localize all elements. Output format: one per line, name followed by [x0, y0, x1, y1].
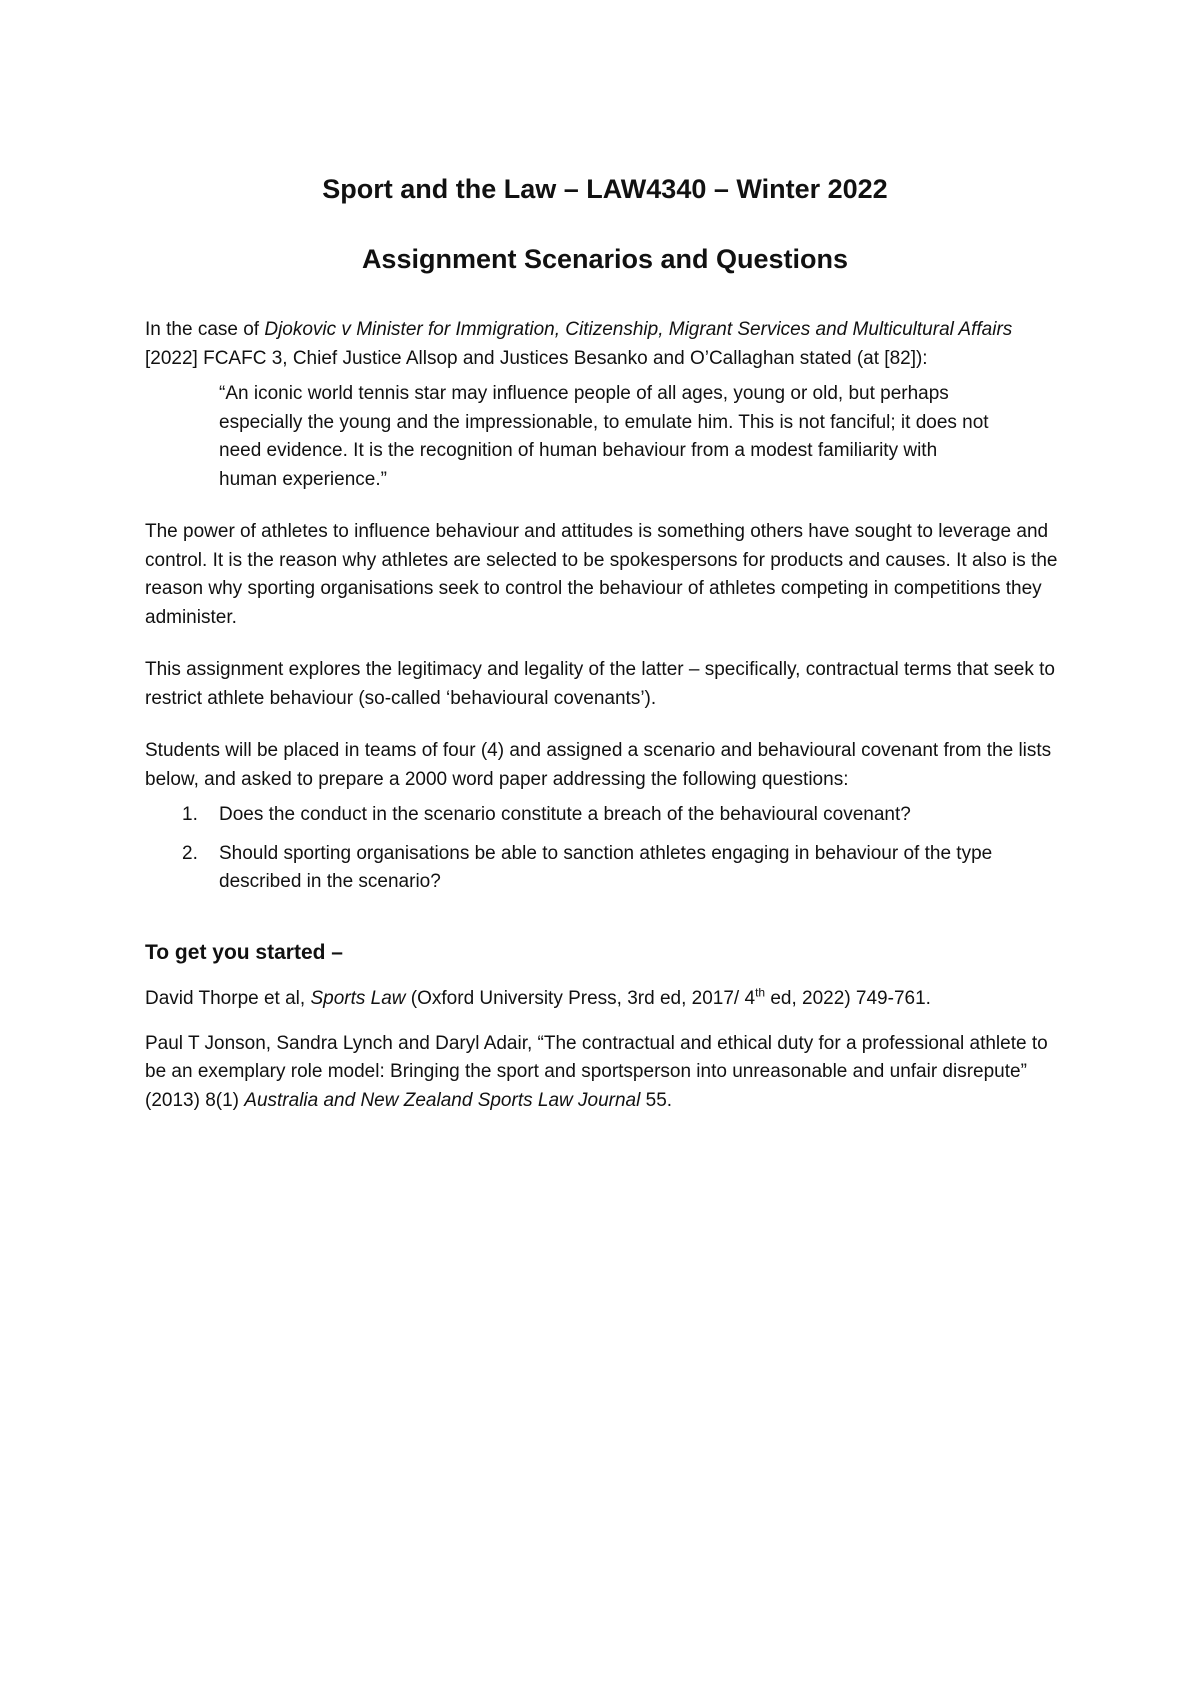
list-item-text: Does the conduct in the scenario constitute a breach of the behavioural covenant? [219, 804, 911, 825]
intro-paragraph [145, 316, 1065, 373]
superscript: th [755, 985, 766, 1000]
paragraph-assignment-scope: This assignment explores the legitimacy and legality of the latter – specifically, contractual terms that seek to restrict athlete behaviour (so-called ‘behavioural covenants’). [145, 659, 1055, 709]
list-item-number: 2. [182, 842, 198, 864]
list-item-number: 1. [182, 804, 198, 825]
reference-middle: (Oxford University Press, 3rd ed, 2017/ 4 [405, 988, 756, 1009]
reference-end: 55. [640, 1089, 673, 1111]
reference-lead: Paul T Jonson, Sandra Lynch and Daryl Adair, “The contractual and ethical duty for a professional athlete to be an exemplary role model: Bringing the sport and sportsperson into unreasonable and unfair disrepute” (2013) 8(1) [145, 1032, 1048, 1111]
reference-jonson [145, 1030, 1065, 1116]
paragraph-athlete-power: The power of athletes to influence behaviour and attitudes is something others have sought to leverage and control. It is the reason why athletes are selected to be spokespersons for products and causes. It also is the reason why sporting organisations seek to control the behaviour of athletes competing in competitions they administer. [145, 521, 1058, 628]
reference-end: ed, 2022) 749-761. [765, 988, 931, 1009]
list-item-text: Should sporting organisations be able to sanction athletes engaging in behaviour of the type described in the scenario? [219, 842, 993, 892]
reference-thorpe [145, 985, 1065, 1014]
paragraph-teams: Students will be placed in teams of four (4) and assigned a scenario and behavioural covenant from the lists below, and asked to prepare a 2000 word paper addressing the following questions: [145, 740, 1052, 790]
document-title: Sport and the Law – LAW4340 – Winter 2022 [322, 174, 888, 204]
questions-list [145, 801, 1065, 897]
intro-lead: In the case of [145, 319, 265, 340]
case-name: Djokovic v Minister for Immigration, Citizenship, Migrant Services and Multicultural Affairs [264, 319, 1013, 340]
block-quote: “An iconic world tennis star may influence people of all ages, young or old, but perhaps especially the young and the impressionable, to emulate him. This is not fanciful; it does not need evidence. It is the recognition of human behaviour from a modest familiarity with human experience.” [219, 383, 989, 490]
section-heading: To get you started – [145, 940, 343, 964]
list-item [145, 840, 1065, 897]
document-body [145, 172, 1065, 1115]
journal-title: Australia and New Zealand Sports Law Journal [244, 1089, 641, 1111]
list-item [145, 801, 1065, 830]
book-title: Sports Law [310, 988, 406, 1009]
document-subtitle: Assignment Scenarios and Questions [361, 244, 849, 274]
reference-lead: David Thorpe et al, [145, 988, 311, 1009]
intro-rest: [2022] FCAFC 3, Chief Justice Allsop and Justices Besanko and O’Callaghan stated (at [82]): [145, 347, 928, 369]
